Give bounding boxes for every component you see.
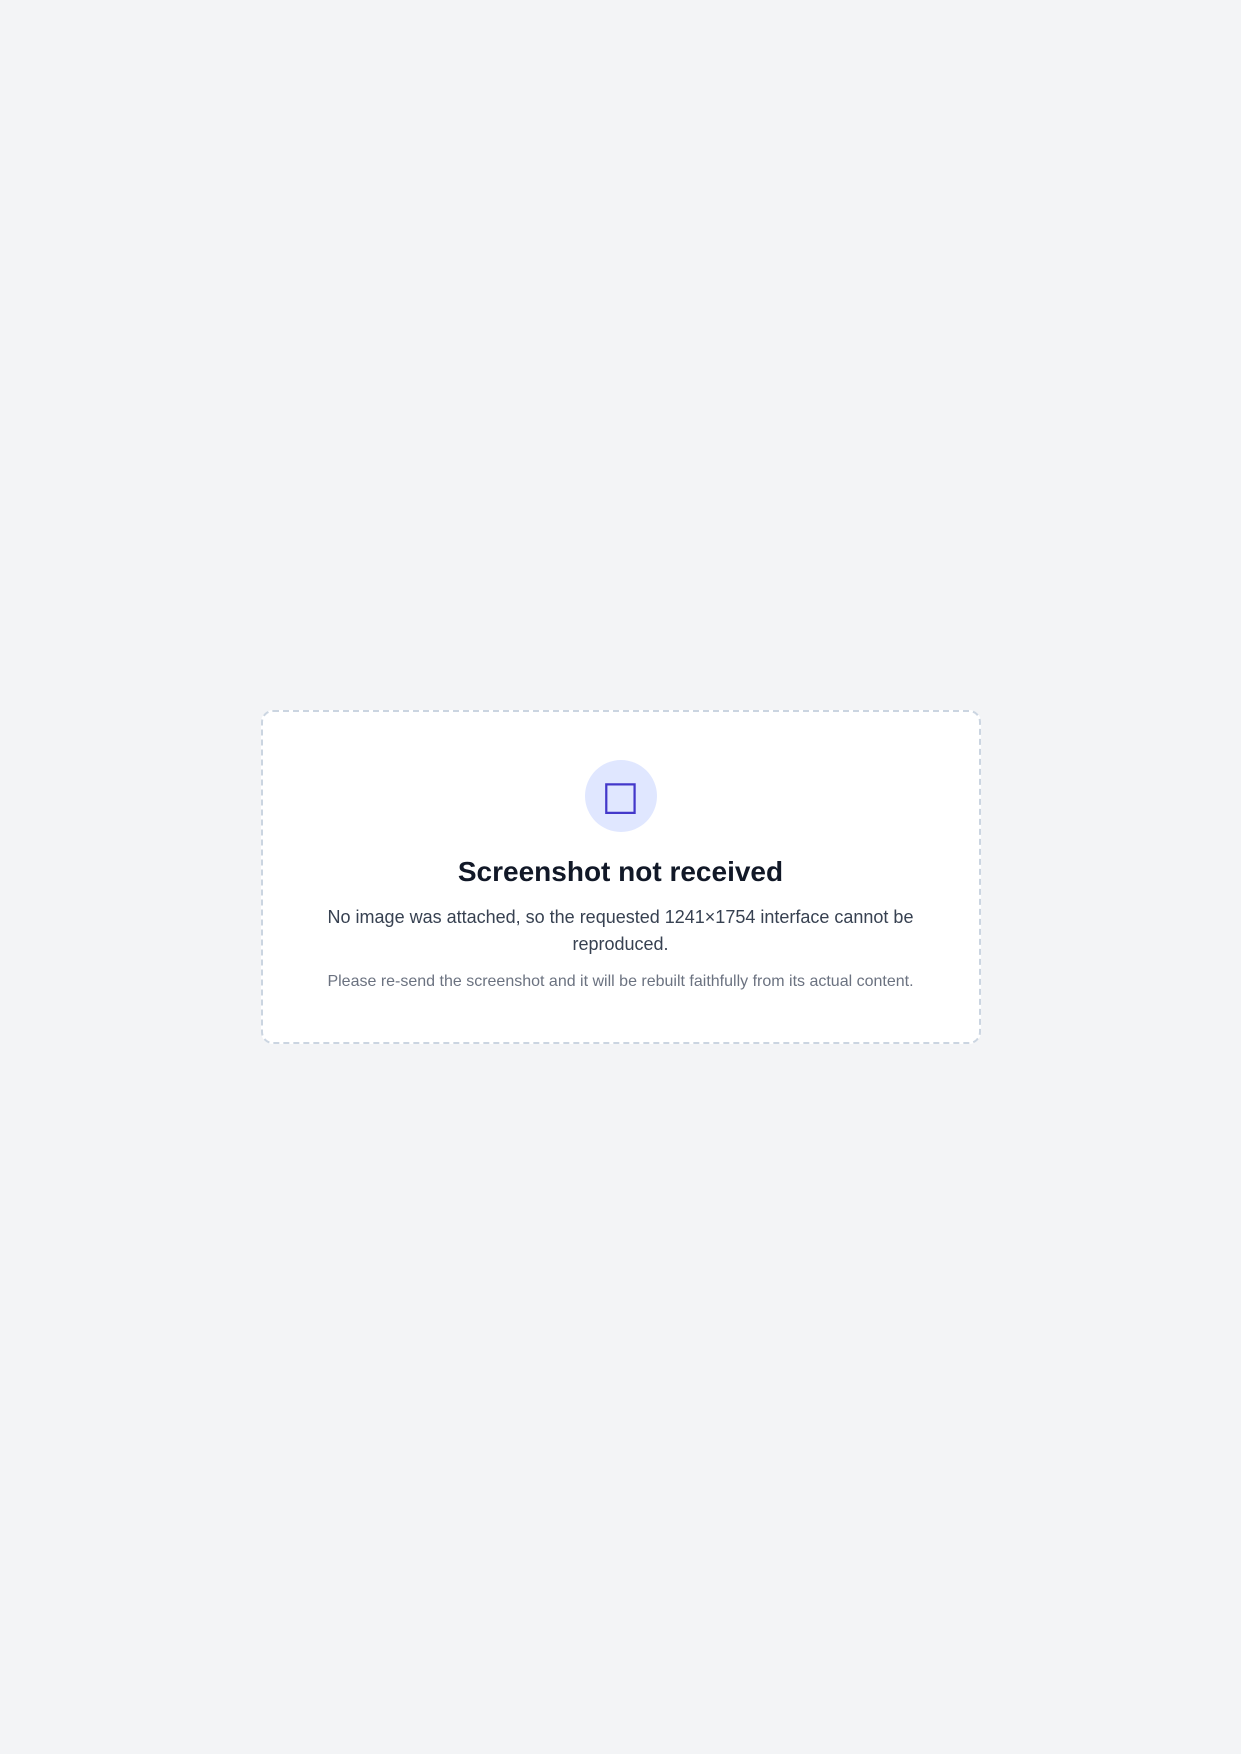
notice-body: No image was attached, so the requested 1241×1754 interface cannot be reproduced. — [327, 907, 914, 954]
missing-image-notice — [261, 710, 981, 1044]
notice-title: Screenshot not received — [457, 856, 784, 887]
image-missing-icon: □ — [585, 760, 657, 832]
notice-hint: Please re-send the screenshot and it will be rebuilt faithfully from its actual content. — [327, 973, 914, 990]
